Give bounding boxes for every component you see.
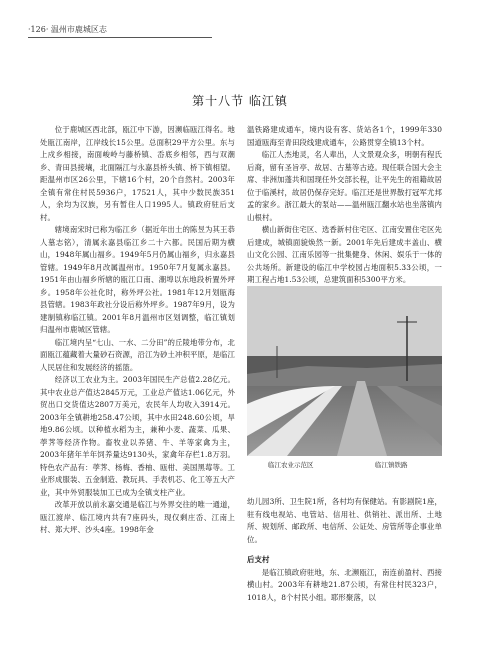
subsection-title: 后支村 [247,555,270,564]
running-head: ·126· 温州市鹿城区志 [28,25,107,34]
paragraph: 是临江镇政府驻地，东、北濒瓯江，南连前盈村、西接横山村。2003年有耕地21.87公顷，有常住村民323户，1018人，8个村民小组。耶形聚落，以 [247,567,442,602]
header-rule [28,37,212,38]
paragraph: 位于鹿城区西北部，瓯江中下游，因濒临瓯江得名。地处瓯江南岸，江岸线长15公里。总面积29平方公里。东与上戍乡相接，南面峻岭与藤桥镇、岙底乡相邻，西与双潮乡、青田县接壤，北面隔江与永嘉县桥头镇、桥下镇相望。距温州市区26公里，下辖16个村，20个自然村。2003年全镇有常住村民5936户，17521人，其中少数民族351人，余均为汉族，另有暂住人口1995人。镇政府驻后支村。 [40,125,235,222]
paragraph: 经济以工农业为主。2003年国民生产总值2.28亿元。其中农业总产值达2845万元，工业总产值达1.06亿元，外贸出口交货值达2807万美元，农民年人均收入3914元。2003年全镇耕地258.47公顷，其中水田248.60公顷，旱地9.86公顷。以种植水稻为主，兼种小麦、蔬菜、瓜果、荸荠等经济作物。畜牧业以养猪、牛、羊等家禽为主，2003年猪年羊年饲养量达9130头，家禽年存栏1.8万羽。特色农产品有：荸荠、杨梅、香柚、瓯柑、美国黑莓等。工业形成服装、五金制造、教玩具、手表机芯、化工等五大产业，其中外贸服装加工已成为全镇支柱产业。 [40,375,235,497]
photo-caption-right: 临江镇铁路 [375,461,408,469]
paragraph: 辖境南宋时已称为临江乡（据近年出土的陈昱为其王恭人墓志铭），清属永嘉县临江乡二十六都。民国后期为横山，1948年属山福乡。1949年5月仍属山福乡，归永嘉县管辖。1949年8月改属温州市。1950年7月复属永嘉县。1951年由山福乡所辖的瓯江口南、潮埠以东地段析置外坪乡。1958年公社化时，称外坪公社。1981年12月划瓯海县管辖。1983年政社分设后称外坪乡。1987年9月，设为建制镇称临江镇。2001年8月温州市区划调整，临江镇划归温州市鹿城区管辖。 [40,225,235,334]
paragraph: 临江人杰地灵，名人辈出，人文景观众多，明朝有程氏后裔，留有圣旨亭、故居、古墓等古迹。现任联合国大会主席、非洲加蓬共和国现任外交部长程，让平先生的祖籍故居位于临溪村，故居仍保存完好。临江还是世界散打冠军尤邦孟的家乡。浙江最大的泵站——温州瓯江翻水站也坐落镇内山根村。 [247,150,442,222]
paragraph: 横山新街住宅区、选香新村住宅区、江南安置住宅区先后建成，城镇面貌焕然一新。2001年先后建成丰盖山、横山文化公园、江南乐园等一批集健身、休闲、娱乐于一体的公共场所。新建设的临江中学校园占地面积5.33公顷，一期工程占地1.53公顷，总建筑面积5300平方米。 [247,225,442,284]
section-title: 第十八节 临江镇 [192,94,288,108]
paragraph: 温铁路建成通车，境内设有客、货站各1个，1999年330国道瓯海至青田段线建成通车，公路贯穿全镇13个村。 [247,125,442,147]
photo-caption-left: 临江农业示范区 [268,461,314,469]
paragraph: 临江境内呈“七山、一水、二分田”的丘陵地带分布，北面瓯江蕴藏着大量砂石资源，沿江为砂土冲积平原，是临江人民居住和发展经济的摇篮。 [40,337,235,372]
paragraph: 幼儿园3所、卫生院1所，各村均有保健站。有影剧院1座，驻有线电视站、电管站、信用社、供销社、派出所、土地所、规划所、邮政所、电信所、公证处、房管所等企事业单位。 [247,497,442,544]
greenhouse-railway-photo [247,286,442,456]
left-column [40,124,235,537]
right-column-bottom [247,496,442,604]
right-column-top [247,124,442,299]
paragraph: 改革开放以前永嘉交通是临江与外界交往的唯一通道，瓯江渡岸、临江境内共有7座码头，现仅剩庄岙、江南上村、郑大坪、沙头4座。1998年金 [40,500,235,534]
